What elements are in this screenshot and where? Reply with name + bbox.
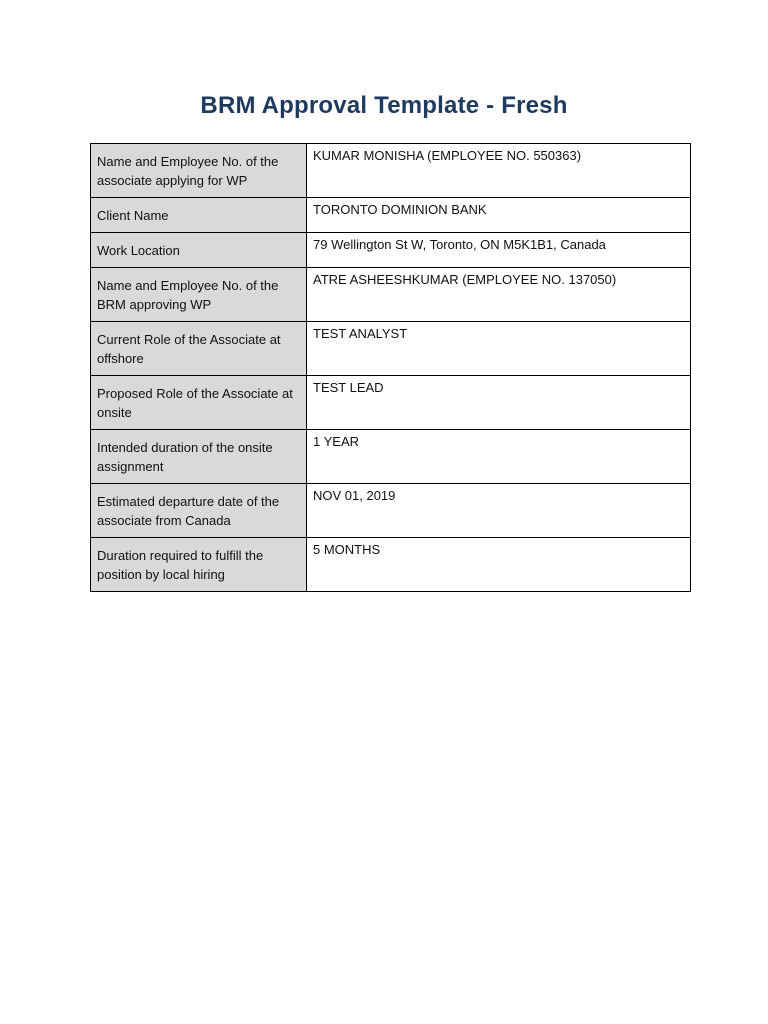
table-row-current-role <box>91 322 691 376</box>
row-value: 1 YEAR <box>307 430 691 484</box>
table-row-location <box>91 233 691 268</box>
row-label: Current Role of the Associate at offshore <box>91 322 307 376</box>
row-value: ATRE ASHEESHKUMAR (EMPLOYEE NO. 137050) <box>307 268 691 322</box>
row-value: 79 Wellington St W, Toronto, ON M5K1B1, Canada <box>307 233 691 268</box>
row-label: Intended duration of the onsite assignment <box>91 430 307 484</box>
row-label: Proposed Role of the Associate at onsite <box>91 376 307 430</box>
row-label: Client Name <box>91 198 307 233</box>
table-row-departure <box>91 484 691 538</box>
document-title: BRM Approval Template - Fresh <box>200 92 568 119</box>
table-row-brm <box>91 268 691 322</box>
table-row-duration <box>91 430 691 484</box>
table-row-associate <box>91 144 691 198</box>
row-value: TEST ANALYST <box>307 322 691 376</box>
row-label: Name and Employee No. of the associate applying for WP <box>91 144 307 198</box>
table-row-client <box>91 198 691 233</box>
row-label: Estimated departure date of the associate from Canada <box>91 484 307 538</box>
row-label: Name and Employee No. of the BRM approving WP <box>91 268 307 322</box>
row-label: Duration required to fulfill the position by local hiring <box>91 538 307 592</box>
row-value: TORONTO DOMINION BANK <box>307 198 691 233</box>
table-row-local-hiring <box>91 538 691 592</box>
approval-table <box>90 143 691 592</box>
row-label: Work Location <box>91 233 307 268</box>
row-value: NOV 01, 2019 <box>307 484 691 538</box>
row-value: 5 MONTHS <box>307 538 691 592</box>
table-row-proposed-role <box>91 376 691 430</box>
row-value: TEST LEAD <box>307 376 691 430</box>
row-value: KUMAR MONISHA (EMPLOYEE NO. 550363) <box>307 144 691 198</box>
